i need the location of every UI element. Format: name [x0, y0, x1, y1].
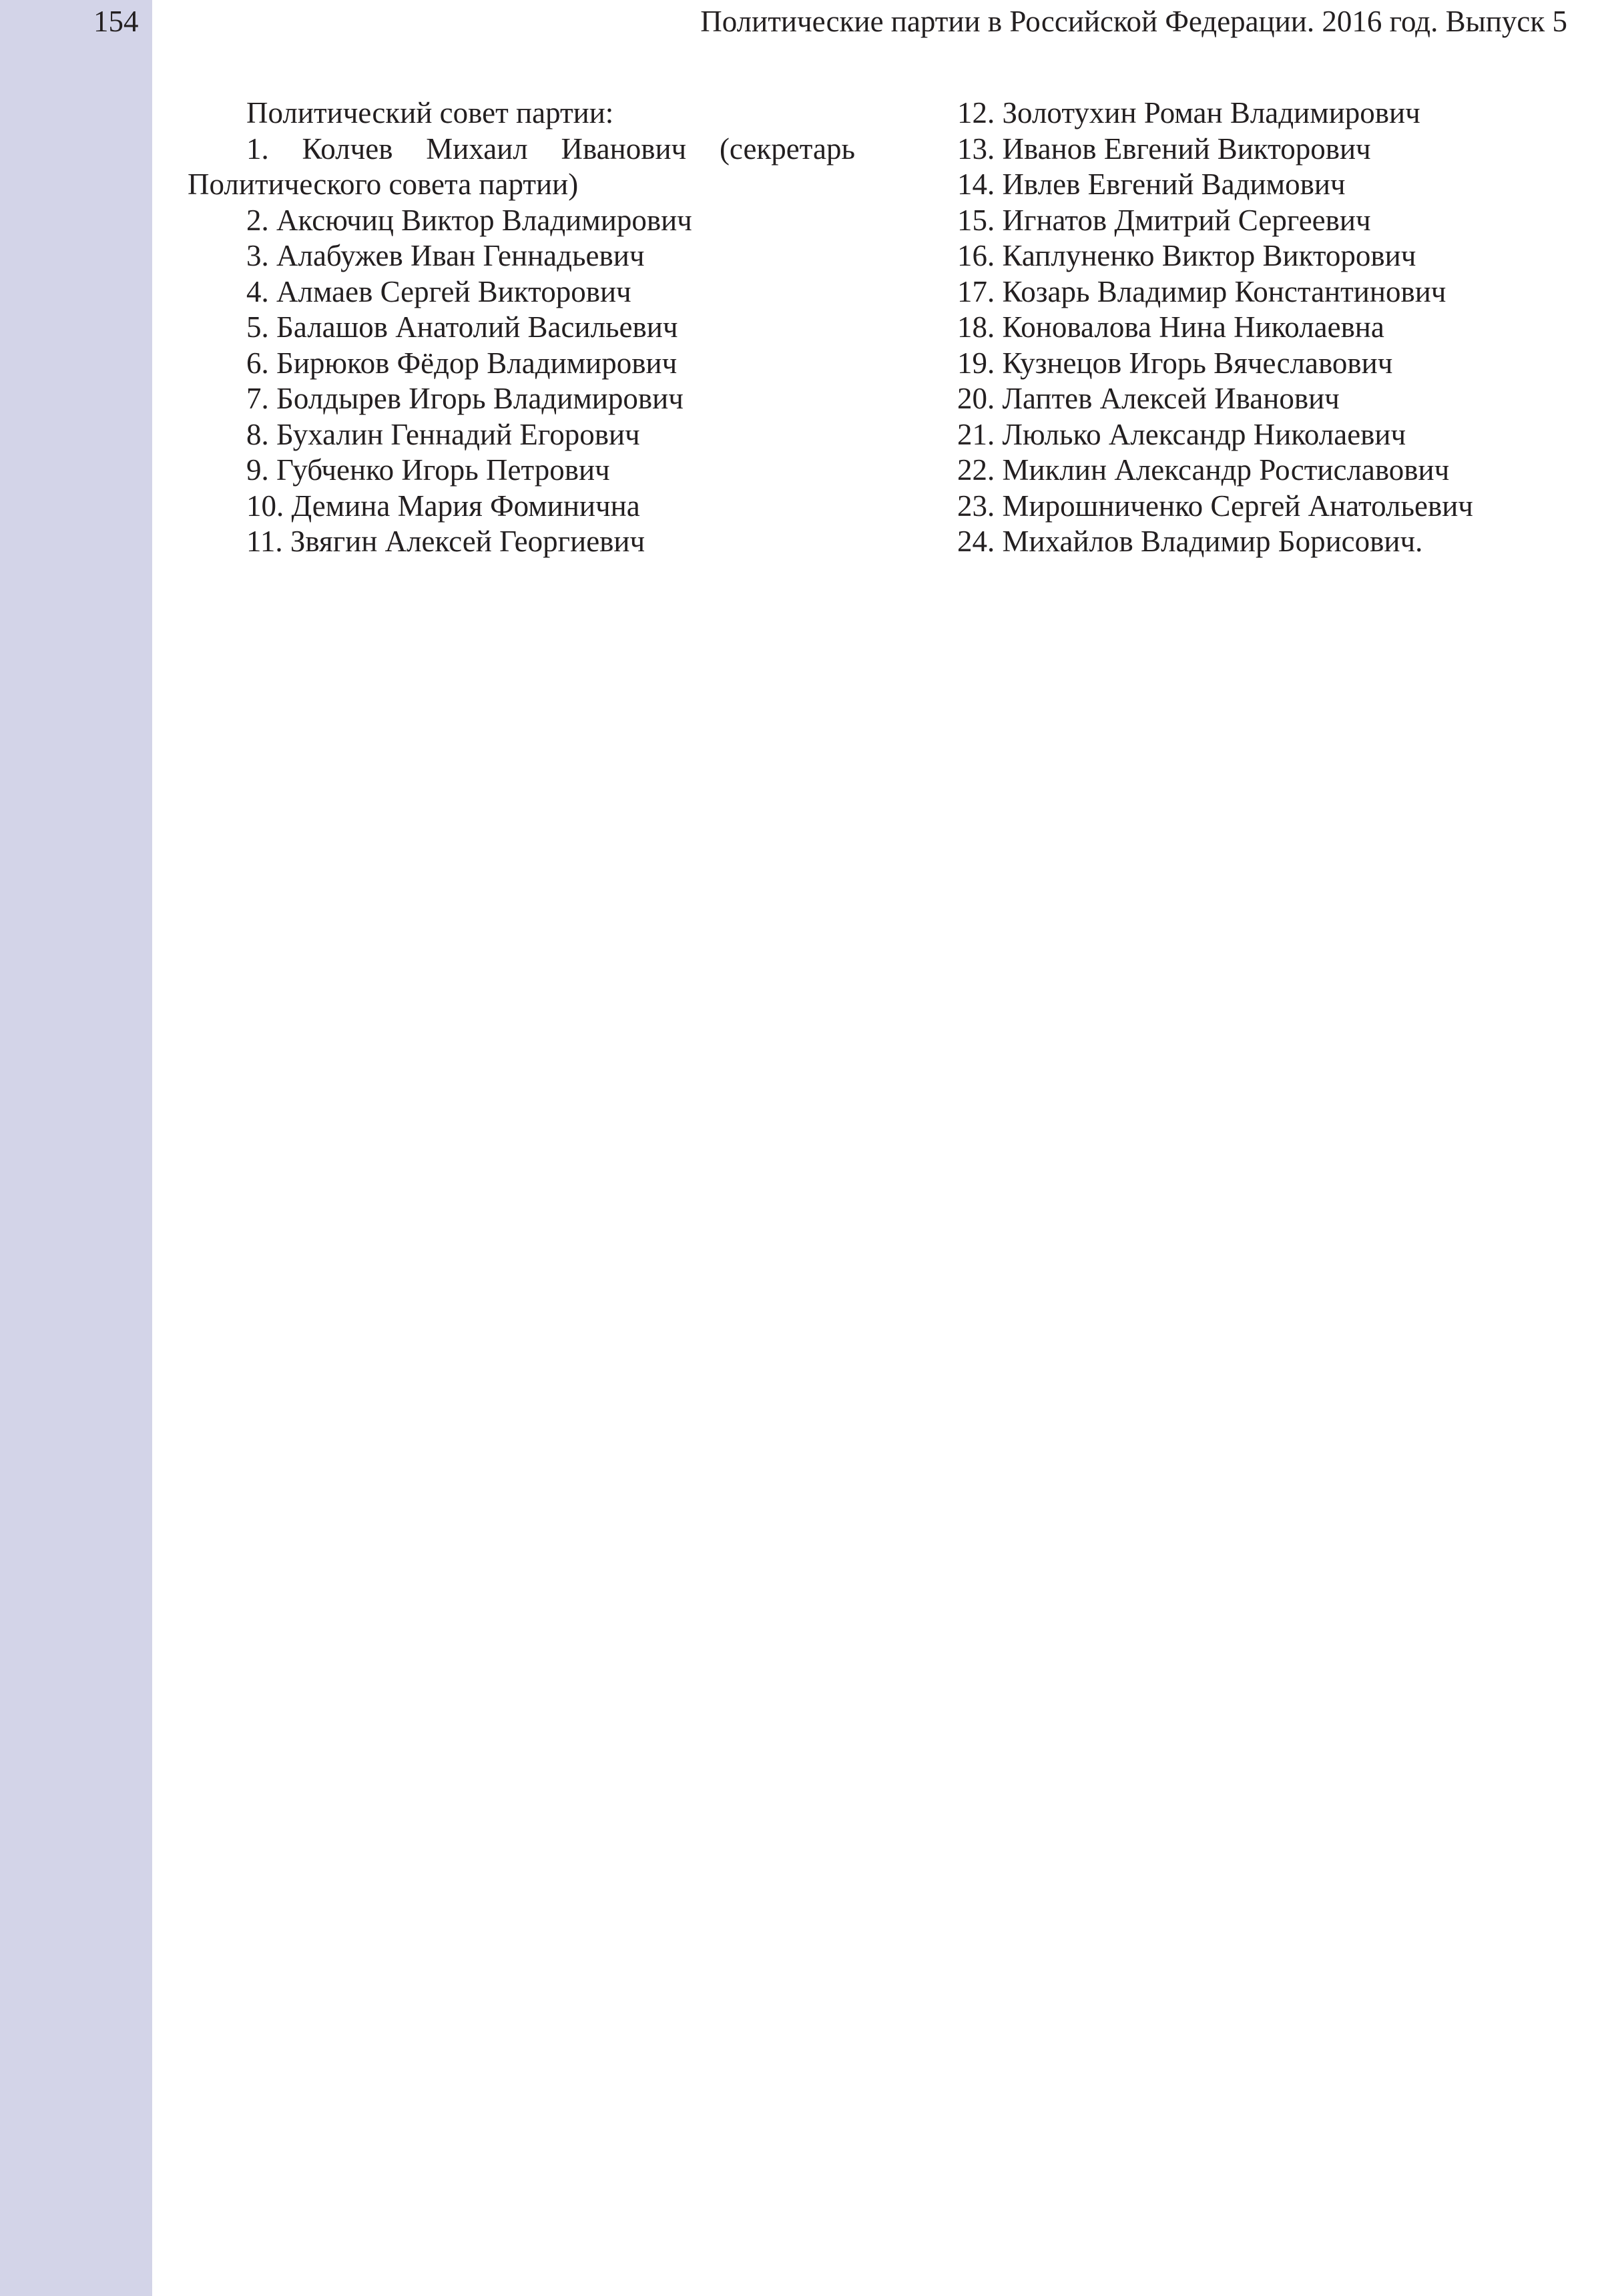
member-list-item: 12. Золотухин Роман Владимирович [957, 96, 1420, 129]
section-heading: Политический совет партии: [246, 96, 614, 129]
right-column [957, 95, 1585, 560]
member-list-item: 5. Балашов Анатолий Васильевич [246, 310, 678, 344]
running-header: Политические партии в Российской Федерации. 2016 год. Выпуск 5 [700, 5, 1567, 38]
member-1-word: Иванович [561, 131, 687, 166]
member-list-item: 24. Михайлов Владимир Борисович. [957, 525, 1423, 558]
member-list-item: 4. Алмаев Сергей Викторович [246, 274, 631, 308]
left-column [188, 95, 858, 560]
member-list-item: 14. Ивлев Евгений Вадимович [957, 168, 1346, 201]
member-list-item: 11. Звягин Алексей Георгиевич [246, 525, 645, 558]
member-list-item: 18. Коновалова Нина Николаевна [957, 310, 1384, 344]
member-list-item: 20. Лаптев Алексей Иванович [957, 382, 1340, 415]
member-1-continuation: Политического совета партии) [188, 168, 579, 201]
member-1-word: 1. [246, 131, 269, 166]
page-number: 154 [93, 5, 139, 38]
member-1-word: (секретарь [719, 131, 855, 166]
member-list-item: 3. Алабужев Иван Геннадьевич [246, 239, 645, 272]
member-list-item: 8. Бухалин Геннадий Егорович [246, 417, 640, 451]
side-margin-band [0, 0, 152, 2296]
member-list-item: 7. Болдырев Игорь Владимирович [246, 382, 684, 415]
member-list-item: 10. Демина Мария Фоминична [246, 489, 640, 523]
member-list-item: 19. Кузнецов Игорь Вячеславович [957, 346, 1393, 380]
member-1-line [188, 131, 855, 168]
member-list-item: 6. Бирюков Фёдор Владимирович [246, 346, 678, 380]
member-list-item: 2. Аксючиц Виктор Владимирович [246, 203, 692, 237]
member-1-word: Михаил [426, 131, 528, 166]
member-list-item: 17. Козарь Владимир Константинович [957, 274, 1446, 308]
member-list-item: 21. Люлько Александр Николаевич [957, 417, 1406, 451]
member-list-item: 23. Мирошниченко Сергей Анатольевич [957, 489, 1473, 523]
member-list-item: 13. Иванов Евгений Викторович [957, 131, 1371, 166]
member-1-word: Колчев [302, 131, 393, 166]
member-list-item: 16. Каплуненко Виктор Викторович [957, 239, 1416, 272]
member-list-item: 15. Игнатов Дмитрий Сергеевич [957, 203, 1371, 237]
member-list-item: 9. Губченко Игорь Петрович [246, 453, 610, 487]
member-list-item: 22. Миклин Александр Ростиславович [957, 453, 1450, 487]
